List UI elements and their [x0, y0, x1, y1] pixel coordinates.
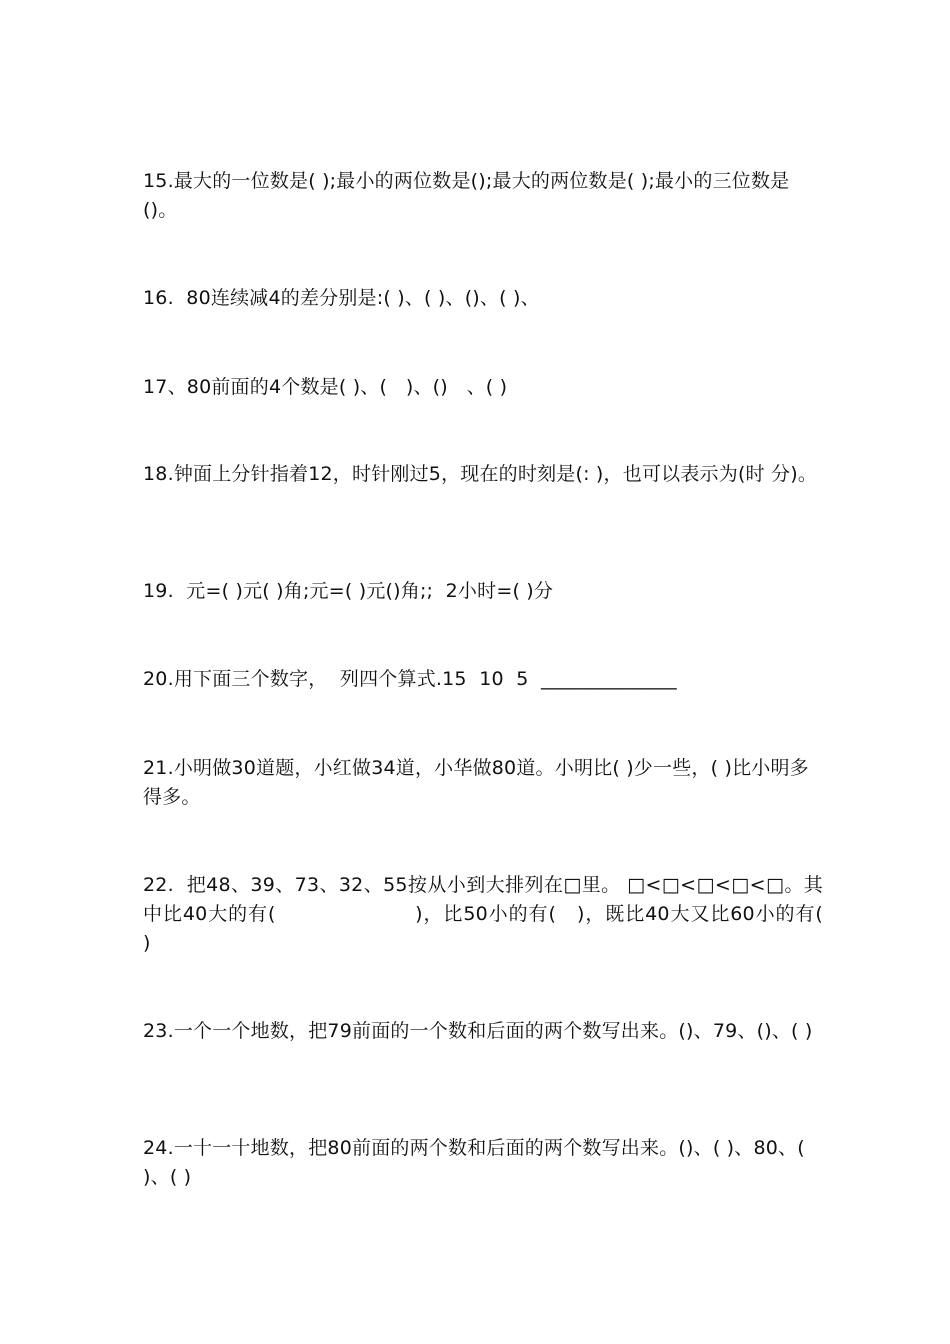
question-18: 18.钟面上分针指着12，时针刚过5，现在的时刻是(: )，也可以表示为(时 分)。: [143, 463, 818, 485]
question-16: 16. 80连续减4的差分别是:( )、( )、()、( )、: [143, 287, 540, 309]
question-23: 23.一个一个地数，把79前面的一个数和后面的两个数写出来。()、79、()、( ): [143, 1020, 813, 1042]
question-20: 20.用下面三个数字， 列四个算式.15 10 5 ______________: [143, 668, 677, 690]
question-15: 15.最大的一位数是( );最小的两位数是();最大的两位数是( );最小的三位数是()。: [143, 170, 790, 221]
question-19: 19. 元=( )元( )角;元=( )元()角;; 2小时=( )分: [143, 580, 554, 602]
question-17: 17、80前面的4个数是( )、( )、() 、( ): [143, 376, 508, 398]
question-21: 21.小明做30道题，小红做34道，小华做80道。小明比( )少一些，( )比小明多得多。: [143, 757, 809, 808]
question-22: 22. 把48、39、73、32、55按从小到大排列在□里。 □<□<□<□<□。其中比40大的有( )，比50小的有( )，既比40大又比60小的有( ): [143, 874, 880, 954]
question-24: 24.一十一十地数，把80前面的两个数和后面的两个数写出来。()、( )、80、( )、( ): [143, 1137, 812, 1188]
